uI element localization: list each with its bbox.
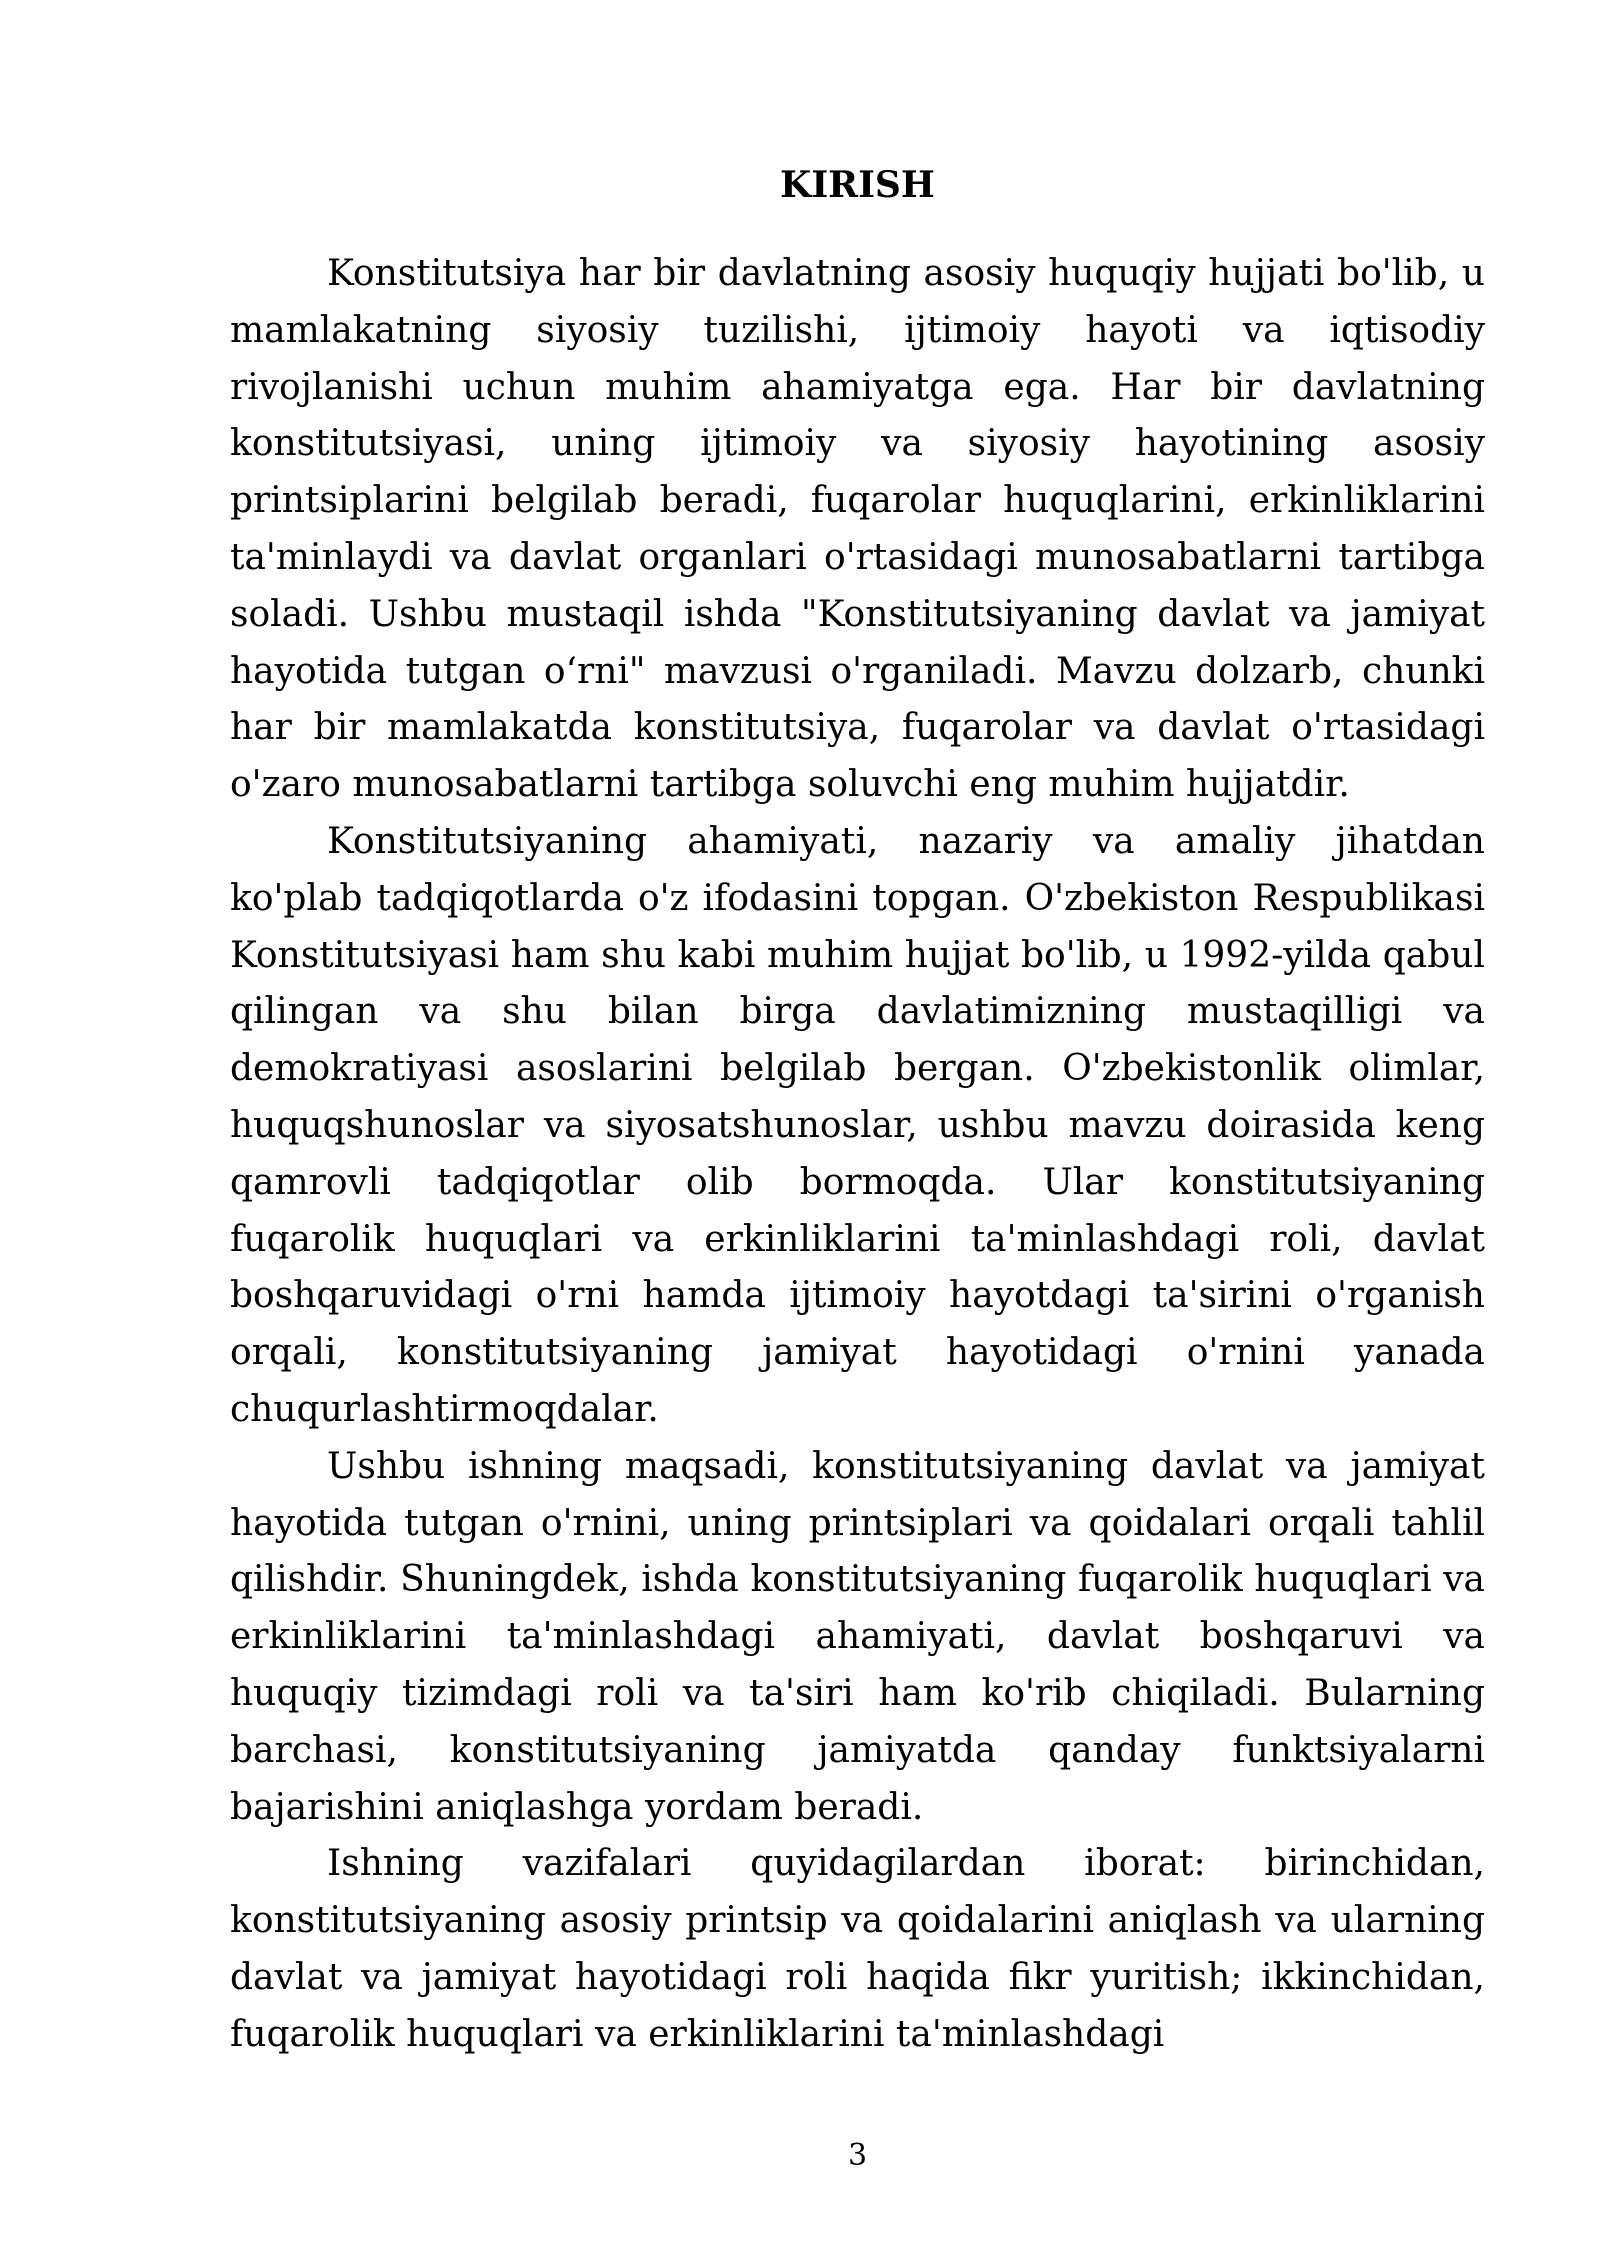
paragraph-4: Ishning vazifalari quyidagilardan iborat: birinchidan, konstitutsiyaning asosiy printsip va qoidalarini aniqlash va ularning davlat va jamiyat hayotidagi roli haqida fikr yuritish; ikkinchidan, fuqarolik huquqlari va erkinliklarini ta'minlashdagi [230, 1843, 1485, 2055]
document-body [230, 246, 1485, 2064]
paragraph-1: Konstitutsiya har bir davlatning asosiy huquqiy hujjati bo'lib, u mamlakatning siyosiy tuzilishi, ijtimoiy hayoti va iqtisodiy rivojlanishi uchun muhim ahamiyatga ega. Har bir davlatning konstitutsiyasi, uning ijtimoiy va siyosiy hayotining asosiy printsiplarini belgilab beradi, fuqarolar huquqlarini, erkinliklarini ta'minlaydi va davlat organlari o'rtasidagi munosabatlarni tartibga soladi. Ushbu mustaqil ishda "Konstitutsiyaning davlat va jamiyat hayotida tutgan o‘rni" mavzusi o'rganiladi. Mavzu dolzarb, chunki har bir mamlakatda konstitutsiya, fuqarolar va davlat o'rtasidagi o'zaro munosabatlarni tartibga soluvchi eng muhim hujjatdir. [230, 253, 1485, 806]
paragraph-3: Ushbu ishning maqsadi, konstitutsiyaning davlat va jamiyat hayotida tutgan o'rnini, uning printsiplari va qoidalari orqali tahlil qilishdir. Shuningdek, ishda konstitutsiyaning fuqarolik huquqlari va erkinliklarini ta'minlashdagi ahamiyati, davlat boshqaruvi va huquqiy tizimdagi roli va ta'siri ham ko'rib chiqiladi. Bularning barchasi, konstitutsiyaning jamiyatda qanday funktsiyalarni bajarishini aniqlashga yordam beradi. [230, 1445, 1485, 1828]
page-title: KIRISH [780, 164, 935, 206]
page-number: 3 [847, 2138, 868, 2173]
paragraph-2: Konstitutsiyaning ahamiyati, nazariy va amaliy jihatdan ko'plab tadqiqotlarda o'z ifodasini topgan. O'zbekiston Respublikasi Konstitutsiyasi ham shu kabi muhim hujjat bo'lib, u 1992-yilda qabul qilingan va shu bilan birga davlatimizning mustaqilligi va demokratiyasi asoslarini belgilab bergan. O'zbekistonlik olimlar, huquqshunoslar va siyosatshunoslar, ushbu mavzu doirasida keng qamrovli tadqiqotlar olib bormoqda. Ular konstitutsiyaning fuqarolik huquqlari va erkinliklarini ta'minlashdagi roli, davlat boshqaruvidagi o'rni hamda ijtimoiy hayotdagi ta'sirini o'rganish orqali, konstitutsiyaning jamiyat hayotidagi o'rnini yanada chuqurlashtirmoqdalar. [230, 820, 1485, 1430]
